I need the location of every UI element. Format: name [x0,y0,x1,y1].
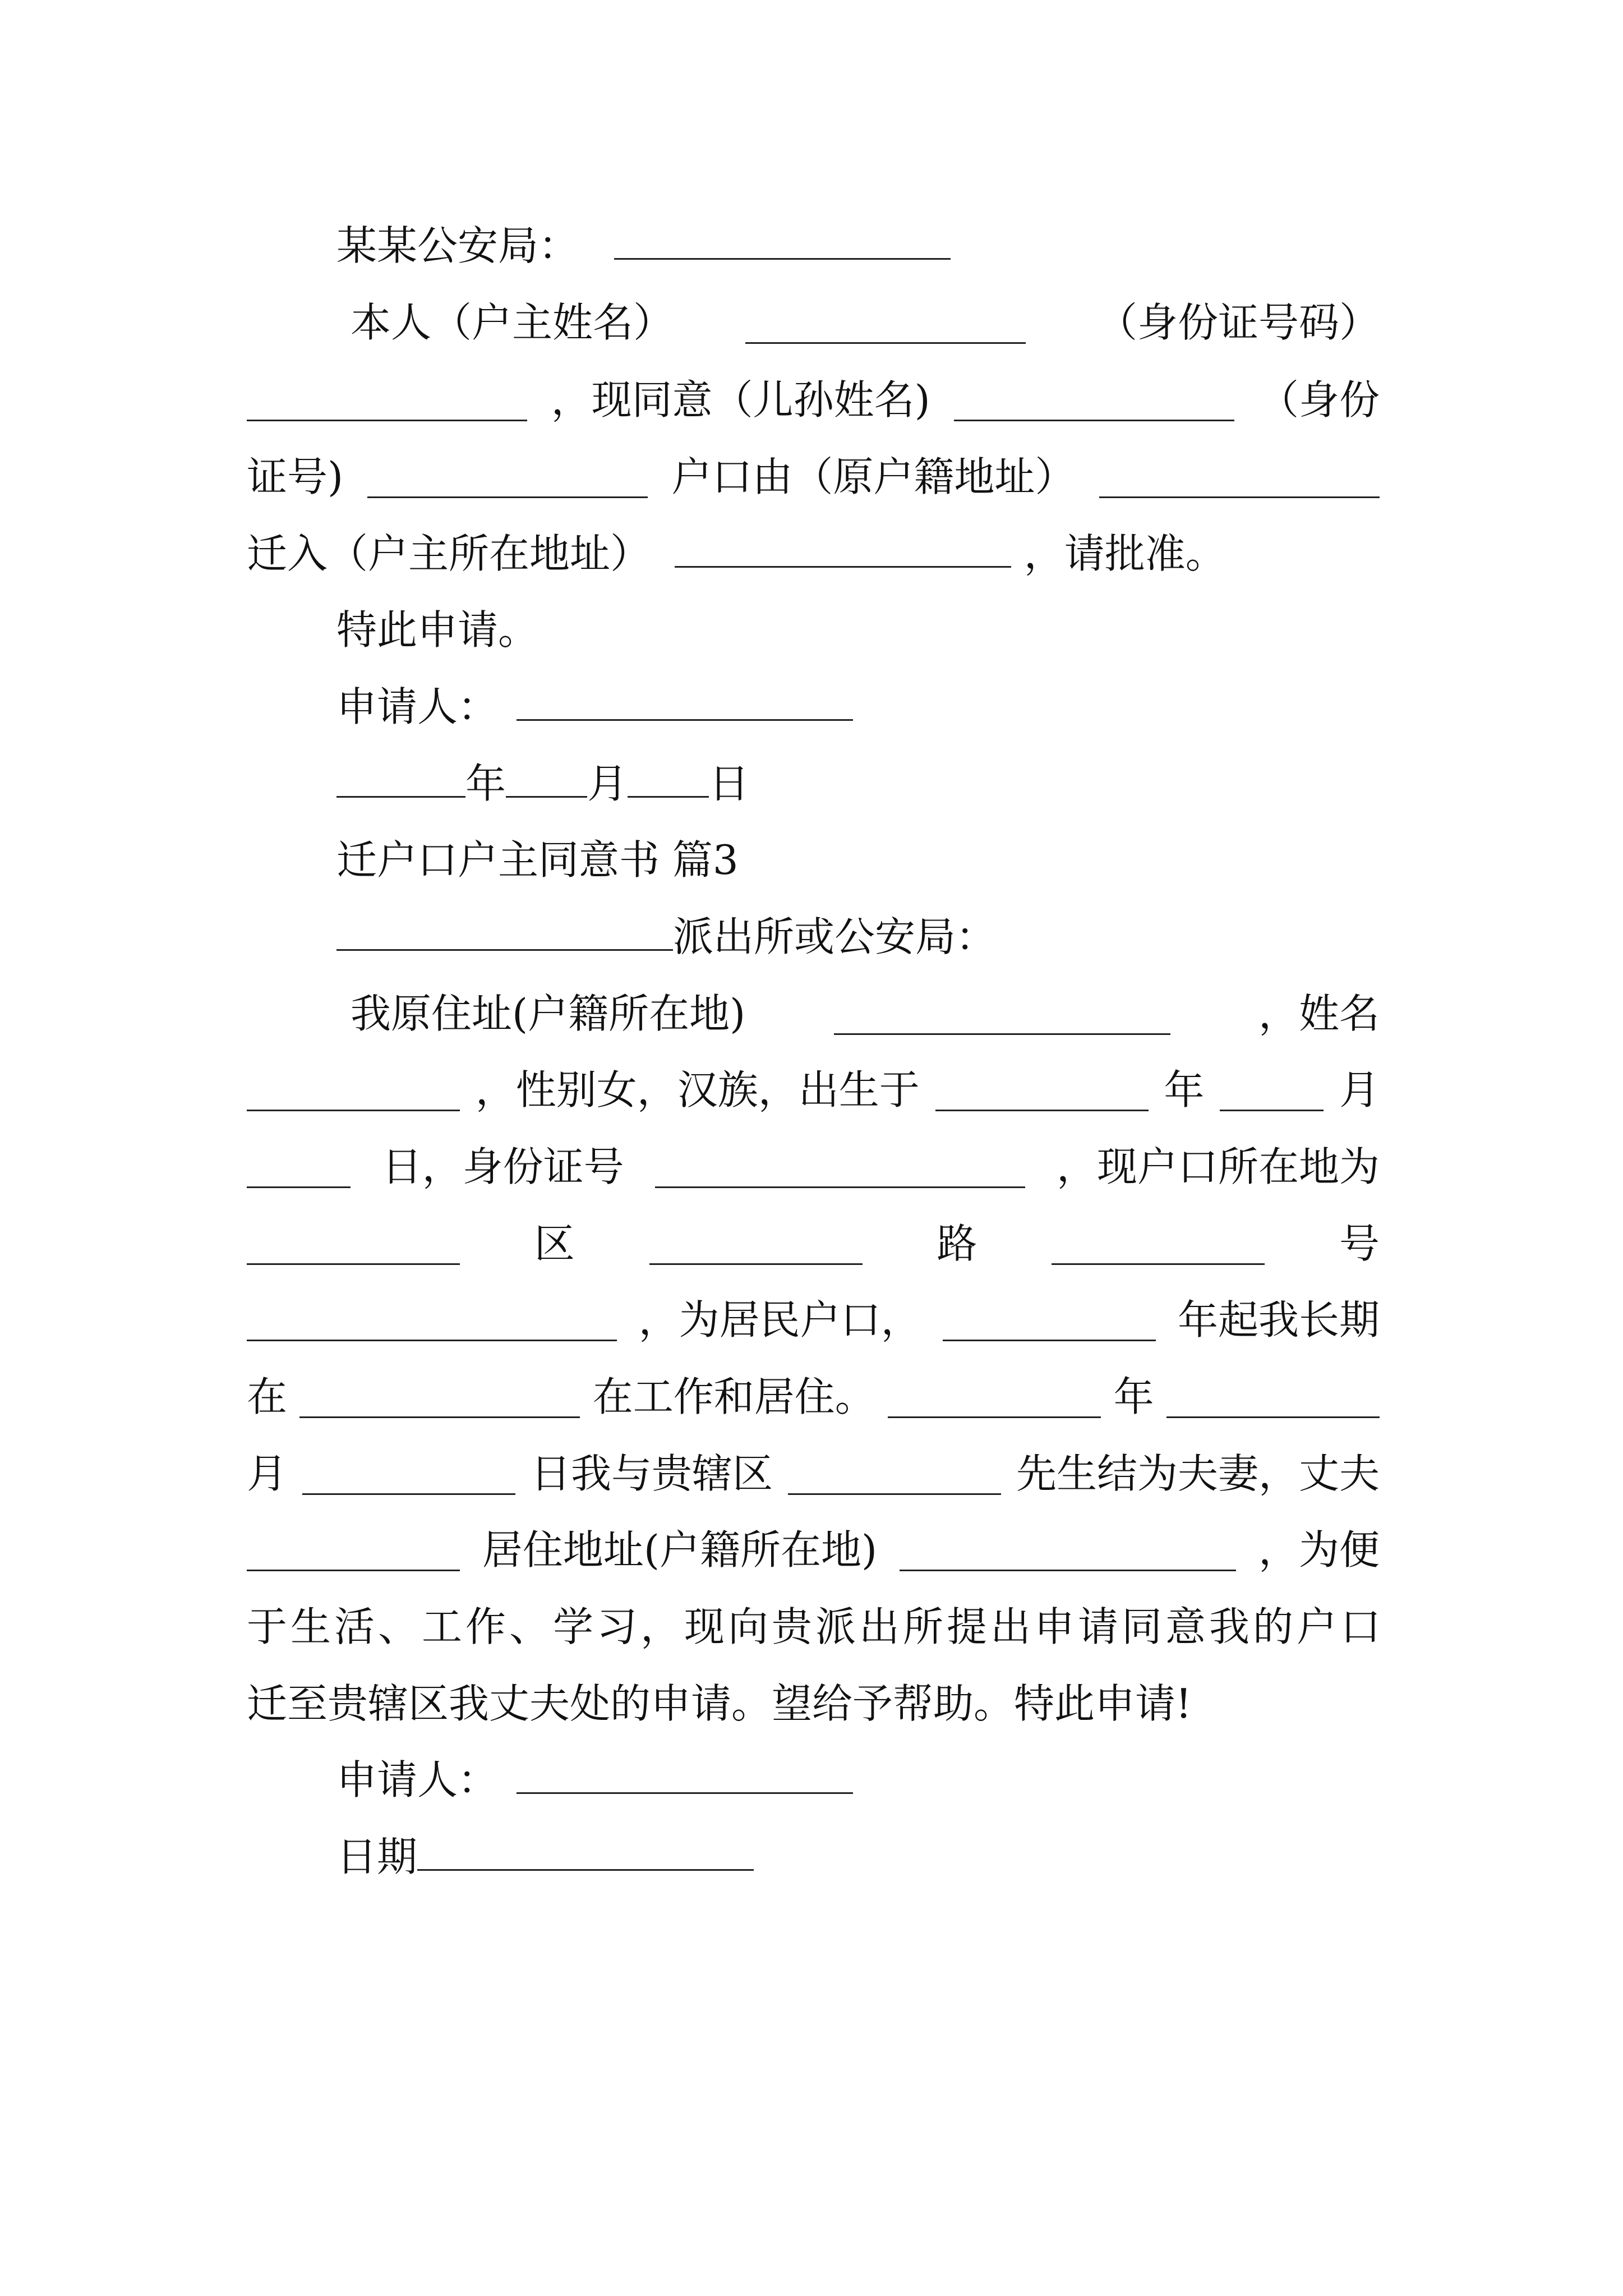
s3-line-5 [247,1289,1380,1351]
s3-line-9 [247,1596,1385,1658]
householder-address-blank [675,526,1011,568]
original-residence-label: 我原住址(户籍所在地) [351,990,746,1037]
s3-line-4 [247,1213,1380,1274]
householder-name-blank [745,302,1026,344]
s3-addressee-line [336,906,1469,968]
day-blank [628,756,709,798]
police-station-blank [336,909,673,951]
s3-applicant-line [336,1749,1469,1811]
s3-line-2 [247,1059,1380,1121]
police-station-label: 派出所或公安局： [673,913,997,960]
householder-name-label: 本人（户主姓名） [351,299,674,346]
since-year-label: 年起我长期 [1177,1296,1380,1343]
marriage-month-blank [1166,1376,1380,1418]
original-address-blank [1099,456,1380,498]
work-residence-label: 在工作和居住。 [592,1373,875,1420]
birth-info-label: ，性别女，汉族，出生于 [475,1066,920,1114]
id-label-end: 证号) [247,453,344,500]
applicant-line [336,676,1469,738]
grandchild-name-label: ，现同意（儿孙姓名) [551,376,930,424]
since-year-blank [943,1299,1156,1341]
year-label: 年 [465,760,506,807]
husband-address-blank [900,1529,1236,1571]
police-bureau-blank [614,218,951,260]
month-blank [506,756,587,798]
work-place-blank [299,1376,580,1418]
grandchild-name-blank [954,379,1234,421]
marriage-day-blank [302,1453,515,1495]
addressee-line [336,215,1469,277]
marriage-year-label: 年 [1113,1373,1154,1420]
s3-date-label: 日期 [336,1833,418,1880]
s3-line-7 [247,1443,1380,1504]
s3-line-6 [247,1366,1380,1428]
s3-line-3 [247,1136,1380,1198]
id-number-label: （身份证号码） [1096,299,1380,346]
id-number-label: 日，身份证号 [381,1143,624,1190]
addressee-label: 某某公安局： [336,222,579,269]
s3-line-10 [247,1673,1380,1734]
section-heading-line [336,829,1469,891]
birth-year-blank [935,1069,1149,1111]
consent-line-2 [247,369,1380,431]
applicant-label: 申请人： [336,683,499,730]
approval-request: ，请批准。 [1023,530,1226,577]
s3-applicant-label: 申请人： [336,1756,499,1803]
road-label: 路 [937,1220,978,1267]
consent-line-1 [351,292,1380,353]
s3-date-line [336,1826,1469,1888]
marriage-month-label: 月 [247,1450,288,1497]
current-hukou-label: ，现户口所在地为 [1056,1143,1380,1190]
closing-line [336,599,1469,661]
birth-day-blank [247,1146,351,1188]
original-residence-blank [834,993,1170,1035]
day-label: 日 [709,760,750,807]
consent-line-3 [247,446,1380,508]
husband-label: 先生结为夫妻，丈夫 [1016,1450,1380,1497]
applicant-blank [517,679,853,721]
number-blank [1052,1223,1265,1265]
husband-name-blank [788,1453,1001,1495]
request-text-2: 迁至贵辖区我丈夫处的申请。望给予帮助。特此申请! [247,1680,1192,1727]
year-blank [336,756,465,798]
request-text-1: 于生活、工作、学习，现向贵派出所提出申请同意我的户口 [247,1603,1385,1650]
husband-address-label: 居住地址(户籍所在地) [482,1526,878,1573]
consent-line-4 [247,523,1380,585]
birth-month-blank [1220,1069,1324,1111]
s3-line-1 [351,983,1380,1045]
convenience-label: ，为便 [1258,1526,1380,1573]
name-blank [247,1069,460,1111]
s3-line-8 [247,1519,1380,1581]
number-label: 号 [1339,1220,1380,1267]
section-heading: 迁户口户主同意书 篇3 [336,836,739,884]
s3-applicant-blank [517,1752,853,1794]
move-to-address-label: 迁入（户主所在地址） [247,530,651,577]
marriage-year-blank [888,1376,1101,1418]
closing-text: 特此申请。 [336,606,539,654]
grandchild-id-blank [367,456,648,498]
id-label-start: （身份 [1258,376,1380,424]
s3-date-blank [417,1829,754,1871]
birth-month-label: 月 [1339,1066,1380,1114]
house-number-blank [247,1299,617,1341]
birth-year-label: 年 [1164,1066,1205,1114]
date-line [336,753,1469,815]
marriage-label: 日我与贵辖区 [530,1450,773,1497]
district-label: 区 [534,1220,575,1267]
husband-blank [247,1529,460,1571]
householder-id-blank [247,379,527,421]
road-blank [649,1223,863,1265]
id-number-blank [655,1146,1025,1188]
original-address-label: 户口由（原户籍地址） [671,453,1076,500]
month-label: 月 [587,760,628,807]
name-label: ，姓名 [1258,990,1380,1037]
district-blank [247,1223,460,1265]
at-label: 在 [247,1373,288,1420]
resident-hukou-label: ，为居民户口， [638,1296,921,1343]
